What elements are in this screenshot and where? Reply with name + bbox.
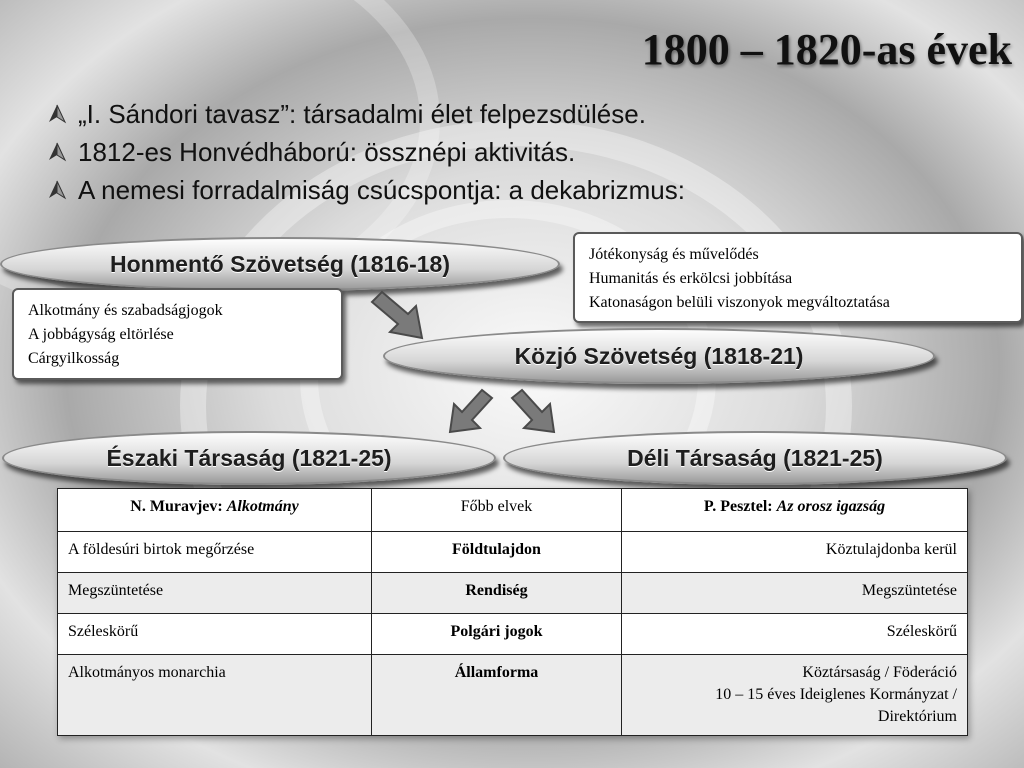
goal-line: Cárgyilkosság [28, 350, 120, 367]
kozjo-label: Közjó Szövetség (1818-21) [514, 342, 804, 369]
goal-line: Alkotmány és szabadságjogok [28, 302, 223, 319]
deli-label: Déli Társaság (1821-25) [627, 444, 883, 471]
deli-tarsasag-node [503, 431, 1007, 485]
compass-arrow-bullet-icon [46, 141, 68, 163]
table-row [58, 532, 968, 573]
goal-line: Katonaságon belüli viszonyok megváltoztatása [589, 294, 890, 311]
arrow-down-right-icon [508, 388, 558, 436]
bullet-item [46, 171, 685, 209]
pesztel-cell [622, 532, 968, 573]
header-principles: Főbb elvek [372, 489, 622, 532]
muravjev-cell: A földesúri birtok megőrzése [58, 532, 372, 573]
table-header-row [58, 489, 968, 532]
cell-line: 10 – 15 éves Ideiglenes Kormányzat / [715, 686, 957, 703]
honmento-szovetseg-node [0, 237, 560, 291]
muravjev-cell: Alkotmányos monarchia [58, 655, 372, 736]
compass-arrow-bullet-icon [46, 103, 68, 125]
bullet-item [46, 133, 685, 171]
header-muravjev [58, 489, 372, 532]
cell-line: Köztulajdonba kerül [825, 541, 957, 558]
topic-cell: Rendiség [372, 573, 622, 614]
slide-title: 1800 – 1820-as évek [641, 25, 1012, 74]
topic-cell: Államforma [372, 655, 622, 736]
goal-line: Humanitás és erkölcsi jobbítása [589, 270, 793, 287]
pesztel-cell [622, 573, 968, 614]
cell-line: Széleskörű [886, 623, 957, 640]
eszaki-tarsasag-node [2, 431, 496, 485]
pesztel-name: P. Pesztel: [703, 498, 777, 515]
bullet-text: A nemesi forradalmiság csúcspontja: a dekabrizmus: [78, 174, 685, 205]
pesztel-cell [622, 655, 968, 736]
cell-line: Megszüntetése [861, 582, 957, 599]
bullet-text: „I. Sándori tavasz”: társadalmi élet felpezsdülése. [78, 98, 646, 129]
bullet-item [46, 95, 685, 133]
pesztel-work: Az orosz igazság [776, 498, 886, 515]
muravjev-work: Alkotmány [226, 498, 299, 515]
bullet-text: 1812-es Honvédháború: össznépi aktivitás. [78, 136, 576, 167]
compass-arrow-bullet-icon [46, 179, 68, 201]
honmento-label: Honmentő Szövetség (1816-18) [110, 250, 450, 277]
goal-line: A jobbágyság eltörlése [28, 326, 174, 343]
eszaki-label: Északi Társaság (1821-25) [106, 444, 392, 471]
arrow-down-right-icon [368, 290, 430, 342]
muravjev-name: N. Muravjev: [130, 498, 227, 515]
muravjev-cell: Széleskörű [58, 614, 372, 655]
left-goals-box [12, 288, 343, 380]
cell-line: Köztársaság / Föderáció [802, 664, 957, 681]
arrow-down-left-icon [446, 388, 496, 436]
comparison-table [57, 488, 968, 736]
cell-line: Direktórium [877, 708, 957, 725]
muravjev-cell: Megszüntetése [58, 573, 372, 614]
goal-line: Jótékonyság és művelődés [589, 246, 759, 263]
bullet-list [46, 95, 685, 209]
topic-cell: Földtulajdon [372, 532, 622, 573]
right-goals-box [573, 232, 1023, 323]
table-row [58, 614, 968, 655]
header-pesztel [622, 489, 968, 532]
pesztel-cell [622, 614, 968, 655]
kozjo-szovetseg-node [383, 328, 935, 384]
table-row [58, 573, 968, 614]
table-row [58, 655, 968, 736]
topic-cell: Polgári jogok [372, 614, 622, 655]
